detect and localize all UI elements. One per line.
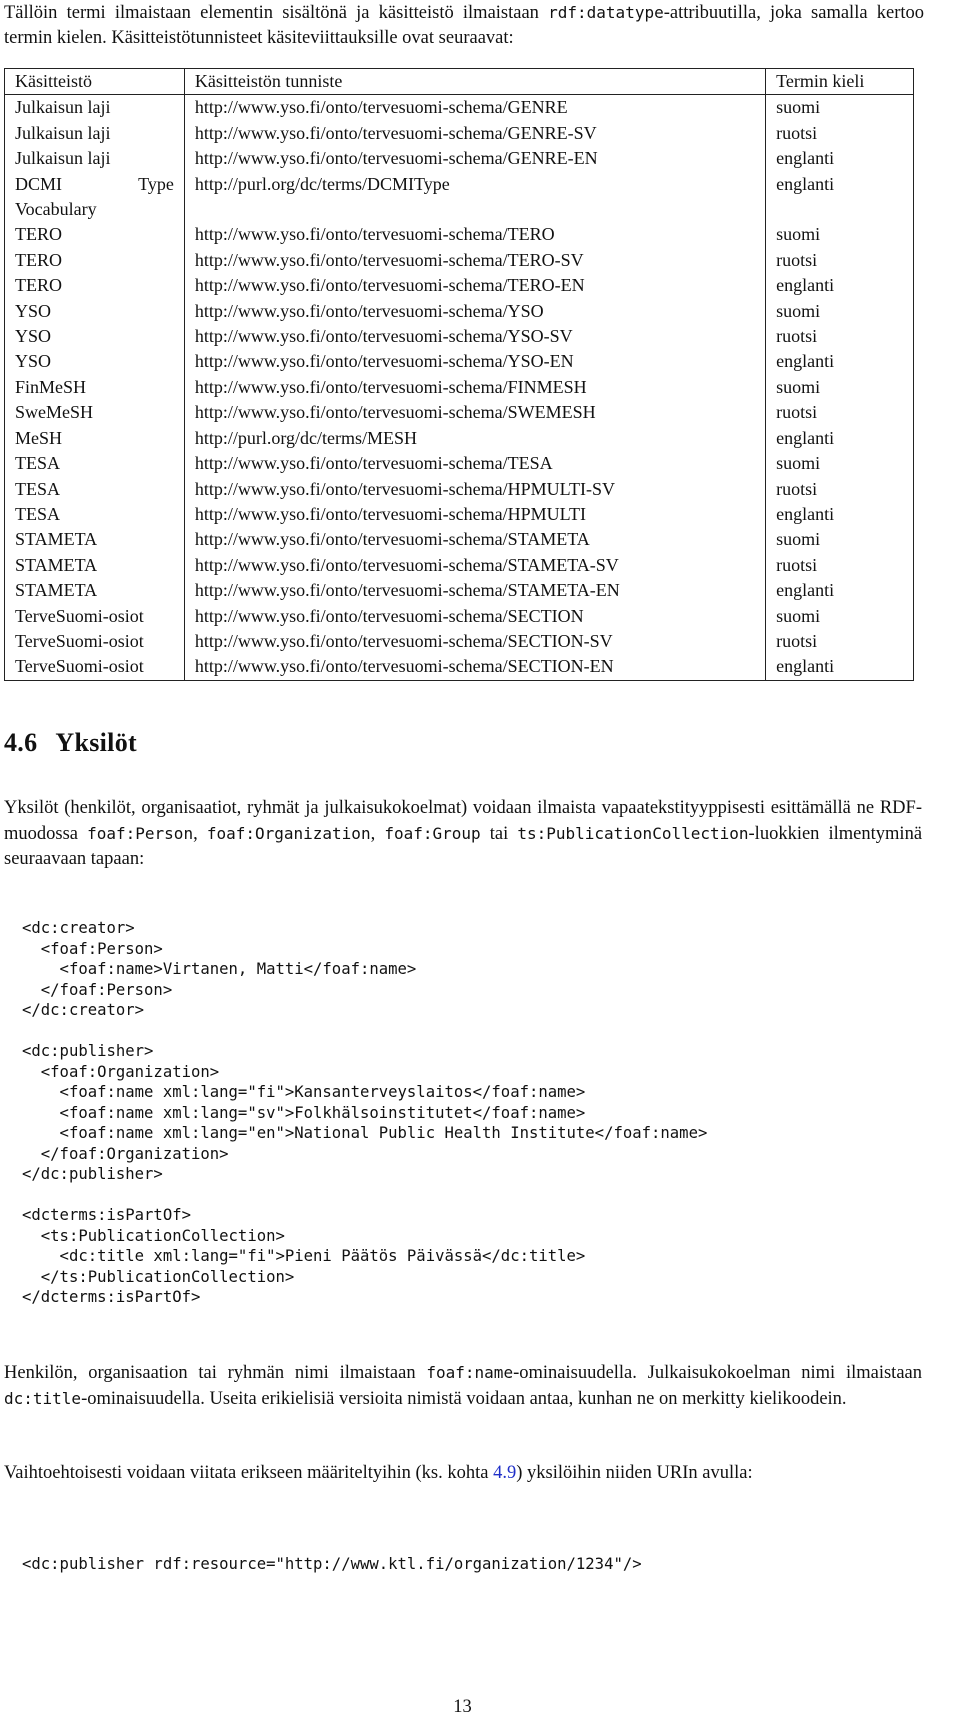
dcmi-line-2: Vocabulary [15,199,97,220]
cell-vocabulary: TESA [5,477,185,502]
table-row [5,578,914,603]
cell-identifier: http://www.yso.fi/onto/tervesuomi-schema/GENRE-SV [184,121,765,146]
cell-language: ruotsi [766,400,914,425]
p2-text-3: -ominaisuudella. Useita erikielisiä versioita nimistä voidaan antaa, kunhan ne on merkitty kielikoodein. [81,1389,847,1409]
cell-vocabulary: SweMeSH [5,400,185,425]
table-row [5,222,914,247]
cell-language: englanti [766,578,914,603]
cell-vocabulary: TESA [5,451,185,476]
code-foaf-person: foaf:Person [87,824,194,843]
cell-vocabulary: TerveSuomi-osiot [5,604,185,629]
cell-language: englanti [766,502,914,527]
table-row [5,299,914,324]
cell-language: suomi [766,222,914,247]
table-row [5,604,914,629]
cell-language: ruotsi [766,248,914,273]
table-row [5,629,914,654]
table-row [5,146,914,171]
dcmi-word-2: Type [138,173,174,194]
cell-identifier: http://purl.org/dc/terms/MESH [184,426,765,451]
cell-vocabulary: Julkaisun laji [5,95,185,121]
cell-vocabulary: MeSH [5,426,185,451]
cell-identifier: http://www.yso.fi/onto/tervesuomi-schema/STAMETA [184,527,765,552]
cell-language: suomi [766,375,914,400]
table-header-language: Termin kieli [766,69,914,95]
cell-identifier: http://www.yso.fi/onto/tervesuomi-schema/HPMULTI-SV [184,477,765,502]
cell-vocabulary [5,172,185,223]
cell-vocabulary: STAMETA [5,578,185,603]
cell-identifier: http://purl.org/dc/terms/DCMIType [184,172,765,223]
cell-vocabulary: TERO [5,273,185,298]
table-row [5,426,914,451]
cell-identifier: http://www.yso.fi/onto/tervesuomi-schema/SWEMESH [184,400,765,425]
p3-text-1: Vaihtoehtoisesti voidaan viitata erikseen määriteltyihin (ks. kohta [4,1463,494,1483]
intro-text-2: -attribuutilla, joka samalla kertoo termin kielen. Käsitteistötunnisteet käsiteviittauksille ovat seuraavat: [4,3,925,48]
cell-vocabulary: YSO [5,324,185,349]
cell-language: englanti [766,654,914,680]
cell-vocabulary: TERO [5,222,185,247]
table-row [5,324,914,349]
cell-identifier: http://www.yso.fi/onto/tervesuomi-schema/YSO-SV [184,324,765,349]
cell-identifier: http://www.yso.fi/onto/tervesuomi-schema/HPMULTI [184,502,765,527]
cell-identifier: http://www.yso.fi/onto/tervesuomi-schema/GENRE-EN [184,146,765,171]
table-body [5,95,914,680]
cell-vocabulary: STAMETA [5,527,185,552]
table-row [5,375,914,400]
cell-identifier: http://www.yso.fi/onto/tervesuomi-schema/TERO [184,222,765,247]
cell-language: ruotsi [766,324,914,349]
cell-vocabulary: STAMETA [5,553,185,578]
code-foaf-organization: foaf:Organization [206,824,371,843]
cell-vocabulary: TERO [5,248,185,273]
cell-language: englanti [766,172,914,223]
cell-language: ruotsi [766,477,914,502]
cell-identifier: http://www.yso.fi/onto/tervesuomi-schema/YSO [184,299,765,324]
table-row [5,273,914,298]
dcmi-word-1: DCMI [15,173,63,194]
page-number: 13 [453,1697,472,1717]
cell-identifier: http://www.yso.fi/onto/tervesuomi-schema/TERO-SV [184,248,765,273]
intro-code-datatype: rdf:datatype [548,3,664,22]
section-title: Yksilöt [55,728,137,757]
cell-language: suomi [766,451,914,476]
cell-identifier: http://www.yso.fi/onto/tervesuomi-schema/TESA [184,451,765,476]
cell-language: suomi [766,299,914,324]
table-row [5,248,914,273]
cell-language: englanti [766,349,914,374]
table-header-row [5,69,914,95]
cell-language: englanti [766,146,914,171]
p1-text-2: , [193,824,207,844]
cell-language: englanti [766,273,914,298]
cell-identifier: http://www.yso.fi/onto/tervesuomi-schema/SECTION [184,604,765,629]
cell-language: ruotsi [766,629,914,654]
cell-identifier: http://www.yso.fi/onto/tervesuomi-schema/TERO-EN [184,273,765,298]
cell-vocabulary: TerveSuomi-osiot [5,629,185,654]
table-header-vocabulary: Käsitteistö [5,69,185,95]
cell-identifier: http://www.yso.fi/onto/tervesuomi-schema/SECTION-SV [184,629,765,654]
paragraph-naming [4,1360,922,1412]
p2-text-1: Henkilön, organisaation tai ryhmän nimi ilmaistaan [4,1363,427,1383]
vocabulary-table [4,68,914,681]
cell-vocabulary: YSO [5,349,185,374]
cell-identifier: http://www.yso.fi/onto/tervesuomi-schema/STAMETA-SV [184,553,765,578]
table-header-identifier: Käsitteistön tunniste [184,69,765,95]
cell-identifier: http://www.yso.fi/onto/tervesuomi-schema/STAMETA-EN [184,578,765,603]
cell-identifier: http://www.yso.fi/onto/tervesuomi-schema/SECTION-EN [184,654,765,680]
cell-identifier: http://www.yso.fi/onto/tervesuomi-schema/GENRE [184,95,765,121]
table-row [5,654,914,680]
paragraph-individuals [4,796,922,872]
table-row [5,451,914,476]
intro-paragraph [4,0,924,51]
table-row [5,121,914,146]
p3-text-2: ) yksilöihin niiden URIn avulla: [516,1463,753,1483]
cell-vocabulary: FinMeSH [5,375,185,400]
cell-language: suomi [766,95,914,121]
table-row [5,349,914,374]
cell-vocabulary: Julkaisun laji [5,121,185,146]
code-publication-collection: ts:PublicationCollection [517,824,749,843]
code-dc-title: dc:title [4,1389,82,1408]
p2-text-2: -ominaisuudella. Julkaisukokoelman nimi ilmaistaan [513,1363,922,1383]
table-row [5,477,914,502]
cell-vocabulary: Julkaisun laji [5,146,185,171]
table-row [5,502,914,527]
cell-language: ruotsi [766,553,914,578]
cell-vocabulary: YSO [5,299,185,324]
cell-vocabulary: TESA [5,502,185,527]
intro-text-1: Tällöin termi ilmaistaan elementin sisältönä ja käsitteistö ilmaistaan [4,3,549,23]
cell-language: suomi [766,527,914,552]
table-row [5,553,914,578]
paragraph-alternative [4,1461,922,1486]
cell-identifier: http://www.yso.fi/onto/tervesuomi-schema/YSO-EN [184,349,765,374]
p1-text-1: Yksilöt (henkilöt, organisaatiot, ryhmät ja julkaisukokoelmat) voidaan ilmaista vapaatekstityyppisesti esittämällä ne RDF-muodossa [4,798,922,844]
cell-language: ruotsi [766,121,914,146]
table-row [5,95,914,121]
cell-vocabulary: TerveSuomi-osiot [5,654,185,680]
table-row [5,400,914,425]
p1-text-3: , [370,824,385,844]
section-reference-link[interactable]: 4.9 [493,1463,517,1483]
code-example-block: <dc:creator> <foaf:Person> <foaf:name>Virtanen, Matti</foaf:name> </foaf:Person> </dc:creator> <dc:publisher> <foaf:Organization> <foaf:name xml:lang="fi">Kansanterveyslaitos</foaf:name> <foaf:name xml:lang="sv">Folkhälsoinstitutet</foaf:name> <foaf:name xml:lang="en">National Public Health Institute</foaf:name> </foaf:Organization> </dc:publisher> <dcterms:isPartOf> <ts:PublicationCollection> <dc:title xml:lang="fi">Pieni Päätös Päivässä</dc:title> </ts:PublicationCollection> </dcterms:isPartOf> [22,919,708,1306]
section-number: 4.6 [4,728,38,757]
p1-text-4: tai [480,824,518,844]
code-foaf-name: foaf:name [426,1363,514,1382]
dcmi-line-1 [15,172,174,197]
code-foaf-group: foaf:Group [384,824,481,843]
cell-identifier: http://www.yso.fi/onto/tervesuomi-schema/FINMESH [184,375,765,400]
cell-language: englanti [766,426,914,451]
code-resource-line: <dc:publisher rdf:resource="http://www.ktl.fi/organization/1234"/> [22,1555,642,1573]
section-heading [4,728,137,758]
cell-language: suomi [766,604,914,629]
table-row [5,527,914,552]
p1-text-5: -luokkien ilmentyminä seuraavaan tapaan: [4,824,923,869]
table-row [5,172,914,223]
